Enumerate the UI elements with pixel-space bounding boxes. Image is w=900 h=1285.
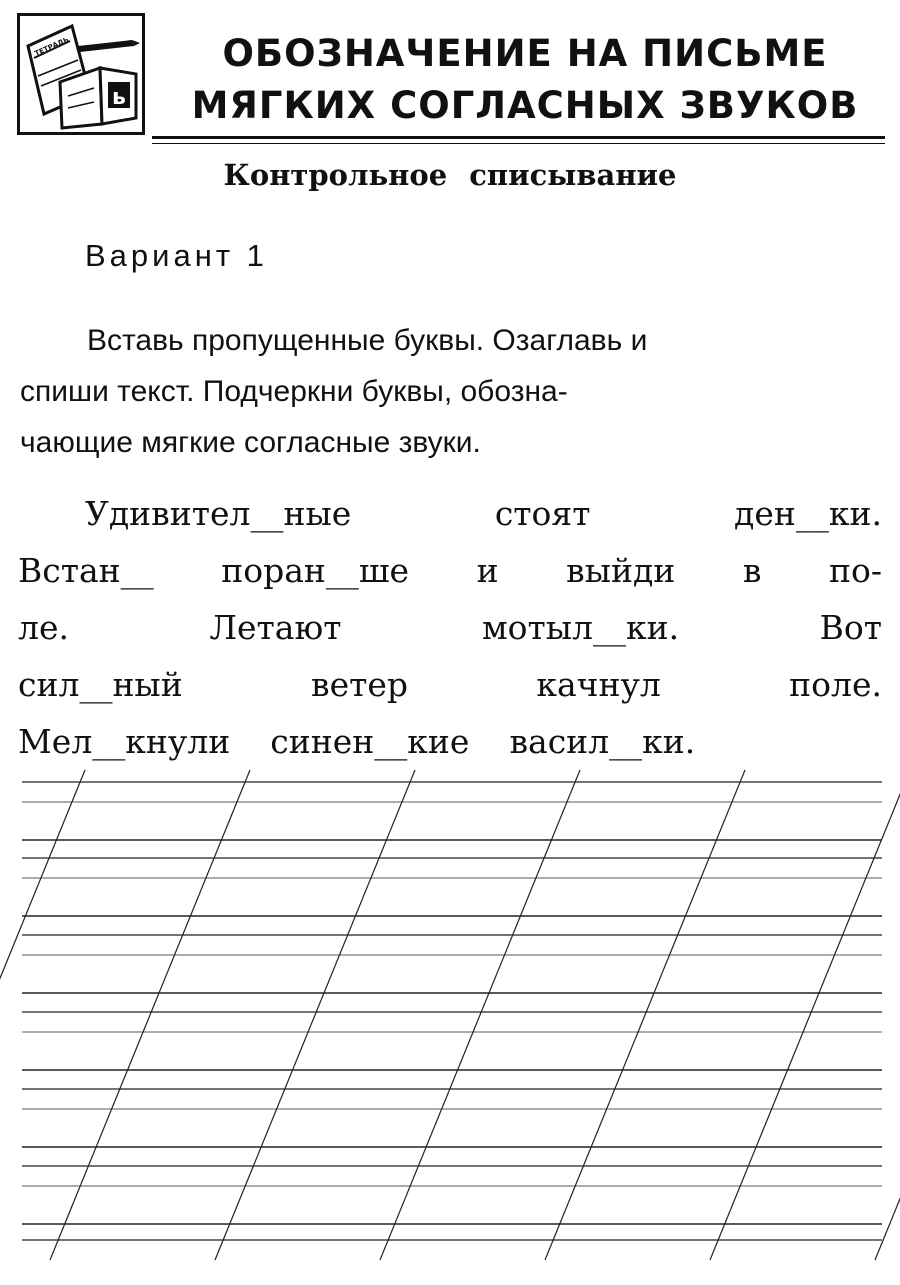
word: Мел__кнули — [18, 722, 231, 761]
title-divider-thin — [152, 143, 885, 144]
title-line-1: ОБОЗНАЧЕНИЕ НА ПИСЬМЕ — [222, 32, 828, 75]
word: и — [476, 551, 499, 590]
word: поле. — [789, 665, 882, 704]
task-instruction — [20, 315, 880, 468]
handwriting-grid[interactable] — [0, 760, 900, 1280]
word: Летают — [209, 608, 342, 647]
text-line — [18, 599, 882, 656]
word: качнул — [536, 665, 661, 704]
slant-line — [50, 770, 250, 1260]
word: стоят — [494, 494, 591, 533]
word: в — [742, 551, 762, 590]
instruction-line: Вставь пропущенные буквы. Озаглавь и — [87, 324, 648, 357]
slant-line — [380, 770, 580, 1260]
word: синен__кие — [270, 722, 470, 761]
slant-line — [0, 770, 85, 1260]
word: ветер — [311, 665, 409, 704]
word: сил__ный — [18, 665, 183, 704]
word: ден__ки. — [734, 494, 882, 533]
slant-line — [710, 770, 900, 1260]
section-subtitle: Контрольное списывание — [223, 158, 677, 192]
word: мотыл__ки. — [481, 608, 680, 647]
slant-line — [545, 770, 745, 1260]
instruction-line: чающие мягкие согласные звуки. — [20, 426, 481, 459]
word: Встан__ — [18, 551, 154, 590]
exercise-text — [18, 485, 882, 770]
title-line-2: МЯГКИХ СОГЛАСНЫХ ЗВУКОВ — [191, 84, 859, 127]
word: васил__ки. — [509, 722, 696, 761]
logo-notebook-word: ТЕТРАДЬ — [33, 35, 71, 58]
slant-line — [875, 770, 900, 1260]
text-line — [18, 485, 882, 542]
logo-soft-sign: ь — [112, 85, 126, 110]
word: Вот — [819, 608, 882, 647]
notebook-logo — [17, 13, 145, 135]
word: выйди — [566, 551, 676, 590]
page-title — [165, 28, 885, 132]
text-line — [18, 542, 882, 599]
word: по- — [828, 551, 882, 590]
variant-label: Вариант 1 — [85, 238, 268, 273]
text-line — [18, 656, 882, 713]
word: Удивител__ные — [85, 494, 352, 533]
title-divider — [152, 136, 885, 139]
word: ле. — [18, 608, 69, 647]
slant-line — [215, 770, 415, 1260]
instruction-line: спиши текст. Подчеркни буквы, обозна- — [20, 375, 568, 408]
word: поран__ше — [221, 551, 410, 590]
